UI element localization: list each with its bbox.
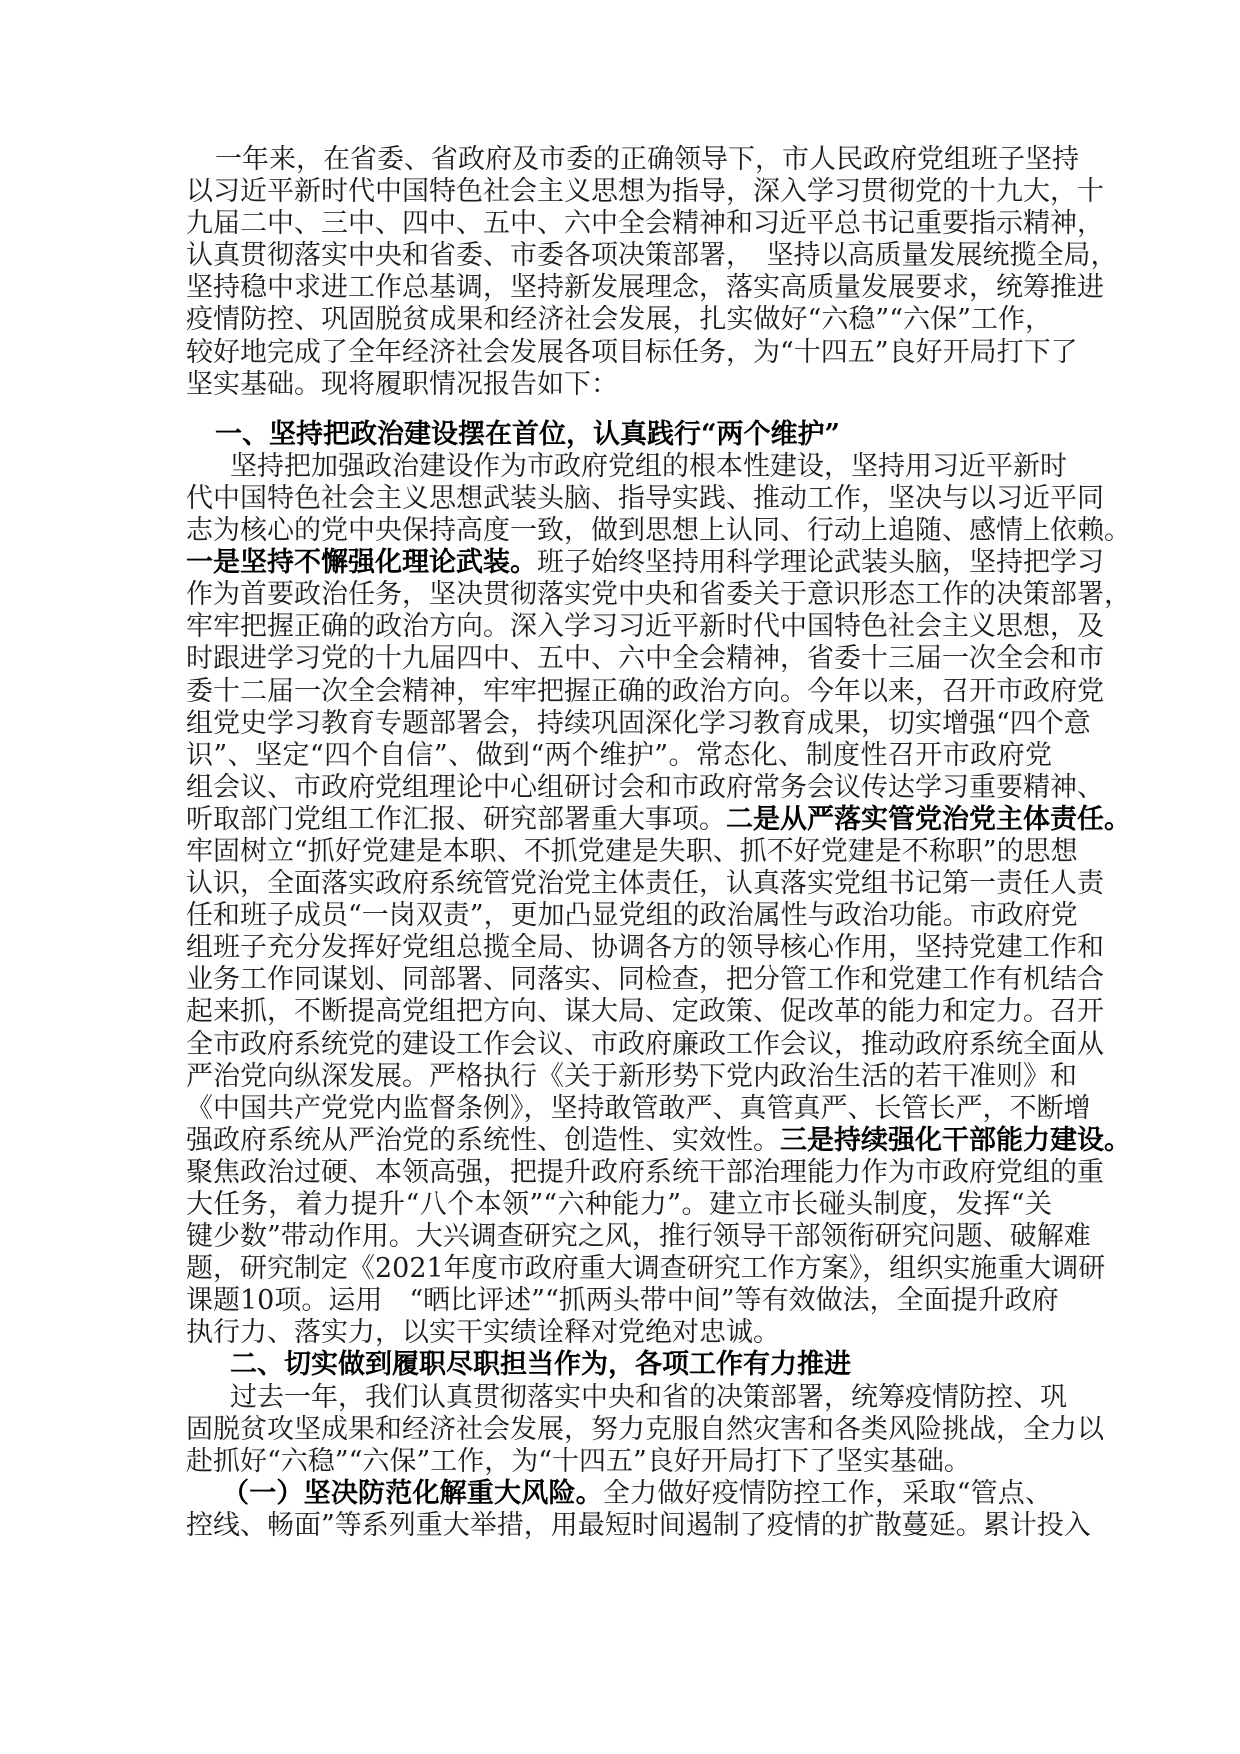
body-text: 二、切实做到履职尽职担当作为，各项工作有力推进 (230, 1349, 851, 1381)
text-line (186, 611, 1104, 643)
body-text: 听取部门党组工作汇报、研究部署重大事项。 (186, 803, 726, 835)
bold-lead-text: 二是从严落实管党治党主体责任。 (726, 803, 1131, 835)
section-heading-2 (186, 1349, 1052, 1381)
body-text: 九届二中、三中、四中、五中、六中全会精神和习近平总书记重要指示精神， (186, 208, 1104, 240)
text-line (186, 240, 1118, 272)
body-text: 过去一年，我们认真贯彻落实中央和省的决策部署，统筹疫情防控、巩 (230, 1381, 1067, 1413)
text-line (186, 1092, 1091, 1125)
text-line (186, 336, 1078, 369)
text-line (186, 1317, 1052, 1349)
body-text: 键少数”带动作用。大兴调查研究之风，推行领导干部领衔研究问题、破解难 (186, 1221, 1091, 1253)
section-heading-1 (186, 419, 1052, 451)
body-text: 严治党向纵深发展。严格执行《关于新形势下党内政治生活的若干准则》和 (186, 1060, 1077, 1092)
text-line (186, 1253, 1106, 1285)
text-line (186, 176, 1104, 208)
body-text: 委十二届一次全会精神，牢牢把握正确的政治方向。今年以来，召开市政府党 (186, 675, 1104, 707)
body-text: 聚焦政治过硬、本领高强，把提升政府系统干部治理能力作为市政府党组的重 (186, 1156, 1104, 1188)
document-page (186, 144, 1131, 1542)
body-text: 全市政府系统党的建设工作会议、市政府廉政工作会议，推动政府系统全面从 (186, 1028, 1104, 1060)
text-line (186, 450, 1067, 483)
body-text: 课题10项。运用 “晒比评述”“抓两头带中间”等有效做法，全面提升政府 (186, 1285, 1059, 1317)
text-line (186, 547, 1104, 579)
bold-lead-text: 三是持续强化干部能力建设。 (780, 1124, 1131, 1156)
text-line (186, 900, 1078, 932)
body-text: 业务工作同谋划、同部署、同落实、同检查，把分管工作和党建工作有机结合 (186, 964, 1104, 996)
body-text: 全力做好疫情防控工作，采取“管点、 (602, 1477, 1052, 1509)
text-line (186, 1285, 1059, 1317)
text-line (186, 1349, 1052, 1381)
body-text: 作为首要政治任务，坚决贯彻落实党中央和省委关于意识形态工作的决策部署， (186, 579, 1131, 611)
body-text: 赴抓好“六稳”“六保”工作，为“十四五”良好开局打下了坚实基础。 (186, 1445, 971, 1477)
body-text: 组会议、市政府党组理论中心组研讨会和市政府常务会议传达学习重要精神、 (186, 771, 1104, 803)
section-2-intro-paragraph (186, 1381, 1104, 1478)
body-text: 控线、畅面”等系列重大举措，用最短时间遏制了疫情的扩散蔓延。累计投入 (186, 1509, 1091, 1541)
text-line (186, 144, 1079, 176)
intro-paragraph (186, 144, 1118, 401)
text-line (186, 1156, 1104, 1189)
body-text: 一年来，在省委、省政府及市委的正确领导下，市人民政府党组班子坚持 (215, 144, 1079, 175)
body-text: 任和班子成员“一岗双责”，更加凸显党组的政治属性与政治功能。市政府党 (186, 900, 1078, 932)
body-text: 时跟进学习党的十九届四中、五中、六中全会精神，省委十三届一次全会和市 (186, 643, 1104, 675)
body-text: 坚实基础。现将履职情况报告如下： (186, 368, 618, 400)
body-text: 牢牢把握正确的政治方向。深入学习习近平新时代中国特色社会主义思想，及 (186, 611, 1104, 643)
section-1-paragraph (186, 450, 1131, 1350)
text-line (186, 1509, 1091, 1542)
text-line (186, 1189, 1052, 1221)
body-text: 认识，全面落实政府系统管党治党主体责任，认真落实党组书记第一责任人责 (186, 868, 1104, 900)
text-line (186, 482, 1104, 515)
body-text: 一、坚持把政治建设摆在首位，认真践行“两个维护” (215, 418, 841, 450)
text-line (186, 1028, 1104, 1061)
body-text: 班子始终坚持用科学理论武装头脑，坚持把学习 (537, 547, 1104, 579)
text-line (186, 1381, 1067, 1414)
text-line (186, 740, 1052, 772)
text-line (186, 835, 1078, 868)
body-text: 以习近平新时代中国特色社会主义思想为指导，深入学习贯彻党的十九大，十 (186, 176, 1104, 208)
bold-lead-text: （一）坚决防范化解重大风险。 (222, 1477, 603, 1509)
text-line (186, 771, 1104, 804)
body-text: 识”、坚定“四个自信”、做到“两个维护”。常态化、制度性召开市政府党 (186, 739, 1052, 771)
body-text: 坚持把加强政治建设作为市政府党组的根本性建设，坚持用习近平新时 (230, 450, 1067, 482)
body-text: 固脱贫攻坚成果和经济社会发展，努力克服自然灾害和各类风险挑战，全力以 (186, 1413, 1104, 1445)
text-line (186, 1124, 1131, 1157)
text-line (186, 964, 1104, 996)
body-text: 起来抓，不断提高党组把方向、谋大局、定政策、促改革的能力和定力。召开 (186, 996, 1104, 1028)
text-line (186, 1060, 1077, 1093)
text-line (186, 272, 1104, 304)
text-line (186, 579, 1131, 611)
text-line (186, 1221, 1091, 1253)
body-text: 认真贯彻落实中央和省委、市委各项决策部署， 坚持以高质量发展统揽全局， (186, 240, 1118, 272)
text-line (186, 1478, 1052, 1510)
body-text: 组党史学习教育专题部署会，持续巩固深化学习教育成果，切实增强“四个意 (186, 707, 1091, 739)
bold-lead-text: 一是坚持不懈强化理论武装。 (186, 547, 537, 579)
text-line (186, 419, 1052, 451)
body-text: 题，研究制定《2021年度市政府重大调查研究工作方案》，组织实施重大调研 (186, 1253, 1106, 1285)
body-text: 强政府系统从严治党的系统性、创造性、实效性。 (186, 1124, 780, 1156)
body-text: 执行力、落实力，以实干实绩诠释对党绝对忠诚。 (186, 1317, 780, 1349)
text-line (186, 369, 1052, 401)
text-line (186, 803, 1131, 836)
body-text: 《中国共产党党内监督条例》，坚持敢管敢严、真管真严、长管长严，不断增 (186, 1092, 1091, 1124)
section-2-item-1-paragraph (186, 1477, 1091, 1542)
body-text: 志为核心的党中央保持高度一致，做到思想上认同、行动上追随、感情上依赖。 (186, 515, 1131, 547)
text-line (186, 208, 1104, 240)
body-text: 代中国特色社会主义思想武装头脑、指导实践、推动工作，坚决与以习近平同 (186, 482, 1104, 514)
body-text: 组班子充分发挥好党组总揽全局、协调各方的领导核心作用，坚持党建工作和 (186, 932, 1104, 964)
text-line (186, 643, 1104, 675)
body-text: 牢固树立“抓好党建是本职、不抓党建是失职、抓不好党建是不称职”的思想 (186, 835, 1078, 867)
text-line (186, 515, 1131, 547)
text-line (186, 868, 1104, 900)
text-line (186, 1446, 1052, 1478)
body-text: 较好地完成了全年经济社会发展各项目标任务，为“十四五”良好开局打下了 (186, 336, 1078, 368)
text-line (186, 675, 1104, 708)
text-line (186, 1413, 1104, 1446)
text-line (186, 932, 1104, 964)
text-line (186, 996, 1104, 1028)
body-text: 大任务，着力提升“八个本领”“六种能力”。建立市长碰头制度，发挥“关 (186, 1189, 1052, 1220)
body-text: 坚持稳中求进工作总基调，坚持新发展理念，落实高质量发展要求，统筹推进 (186, 272, 1104, 304)
body-text: 疫情防控、巩固脱贫成果和经济社会发展，扎实做好“六稳”“六保”工作， (186, 304, 1052, 336)
text-line (186, 304, 1052, 336)
text-line (186, 707, 1091, 740)
